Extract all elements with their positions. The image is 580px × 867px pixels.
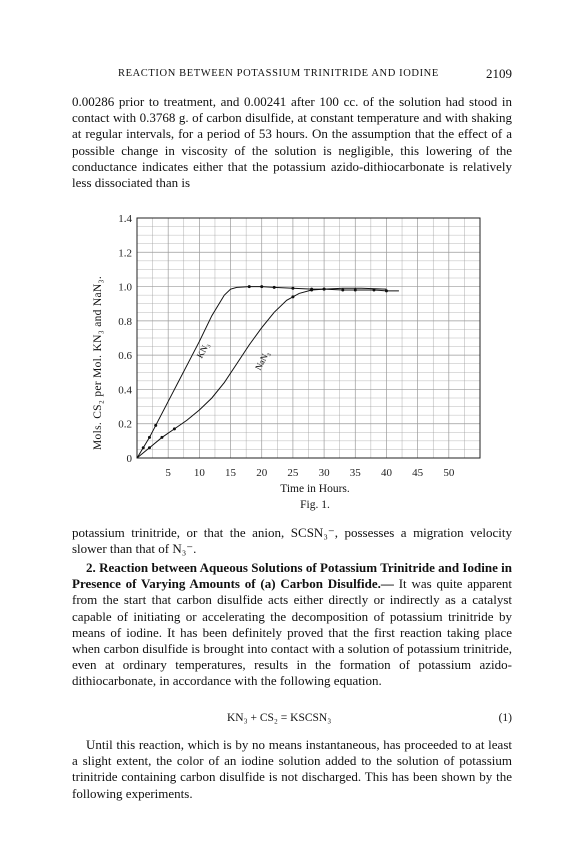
equation-1: [72, 712, 512, 730]
equation-text: KN₃ + CS₂ = KSCSN₃: [227, 712, 332, 724]
x-tick-label: 50: [443, 467, 455, 479]
data-point: [323, 288, 326, 291]
section-body: It was quite apparent from the start that carbon disulfide acts either directly or indirectly as a catalyst capable of initiating or accelerating the decomposition of potassium trinitride by means of iodine. It has been definitely proved that the first reaction taking place when carbon disulfide is brought into contact with a solution of potassium trinitride, even at ordinary temperatures, results in the formation of potassium azido-dithiocarbonate, in accordance with the following equation.: [72, 576, 513, 689]
data-point: [260, 285, 263, 288]
x-tick-label: 10: [193, 467, 205, 479]
y-tick-label: 0.2: [118, 418, 132, 431]
y-tick-label: 0.8: [118, 315, 132, 328]
data-point: [291, 295, 294, 298]
page-number: 2109: [486, 66, 512, 81]
x-tick-label: 15: [225, 467, 237, 479]
figure-1: [90, 206, 500, 518]
data-point: [310, 289, 313, 292]
data-point: [148, 446, 151, 449]
x-axis-title: Time in Hours.: [280, 483, 350, 495]
x-tick-label: 20: [256, 467, 268, 479]
data-point: [173, 427, 176, 430]
chart-svg: [90, 206, 500, 481]
figure-caption: Fig. 1.: [300, 499, 330, 511]
data-point: [341, 289, 344, 292]
equation-number: (1): [498, 712, 512, 724]
y-axis-title: [88, 218, 108, 508]
section-heading: 2. Reaction between Aqueous Solutions of Potassium Trinitride and Iodine in Presence of Varying Amounts of (a) Carbon Disulfide.—: [72, 560, 512, 592]
data-point: [273, 286, 276, 289]
data-point: [354, 289, 357, 292]
y-axis-title-text: Mols. CS₂ per Mol. KN₃ and NaN₃.: [92, 276, 104, 450]
y-tick-label: 1.0: [118, 281, 132, 294]
x-tick-label: 5: [165, 467, 171, 479]
x-tick-label: 25: [287, 467, 299, 479]
page-header: [72, 66, 512, 84]
x-tick-label: 30: [318, 467, 330, 479]
x-tick-label: 40: [380, 467, 392, 479]
series-annotation: KN₃: [194, 340, 212, 360]
running-title: REACTION BETWEEN POTASSIUM TRINITRIDE AND IODINE: [118, 68, 439, 79]
paragraph-section-2: [72, 560, 512, 690]
data-point: [160, 436, 163, 439]
y-tick-label: 0: [126, 453, 132, 465]
y-tick-label: 1.2: [118, 247, 132, 260]
data-point: [154, 424, 157, 427]
paragraph-conductance: 0.00286 prior to treatment, and 0.00241 after 100 cc. of the solution had stood in contact with 0.3768 g. of carbon disulfide, at constant temperature and with shaking at regular intervals, for a period of 53 hours. On the assumption that the effect of a possible change in viscosity of the solution is negligible, this lowering of the conductance indicates either that the potassium azido-dithiocarbonate is relatively less dissociated than is: [72, 94, 512, 191]
data-point: [248, 285, 251, 288]
data-point: [148, 436, 151, 439]
paragraph-anion: potassium trinitride, or that the anion, SCSN₃⁻, possesses a migration velocity slower than that of N₃⁻.: [72, 525, 512, 557]
data-point: [291, 287, 294, 290]
series-annotation: NaN₃: [253, 349, 272, 372]
data-point: [142, 446, 145, 449]
x-tick-label: 45: [412, 467, 424, 479]
y-tick-label: 0.6: [118, 350, 132, 363]
y-tick-label: 0.4: [118, 384, 132, 397]
y-tick-label: 1.4: [118, 213, 132, 225]
data-point: [385, 289, 388, 292]
x-tick-label: 35: [349, 467, 361, 479]
paragraph-experiments: Until this reaction, which is by no means instantaneous, has proceeded to at least a slight extent, the color of an iodine solution added to the solution of potassium trinitride containing carbon disulfide is not discharged. This has been shown by the following experiments.: [72, 737, 512, 801]
